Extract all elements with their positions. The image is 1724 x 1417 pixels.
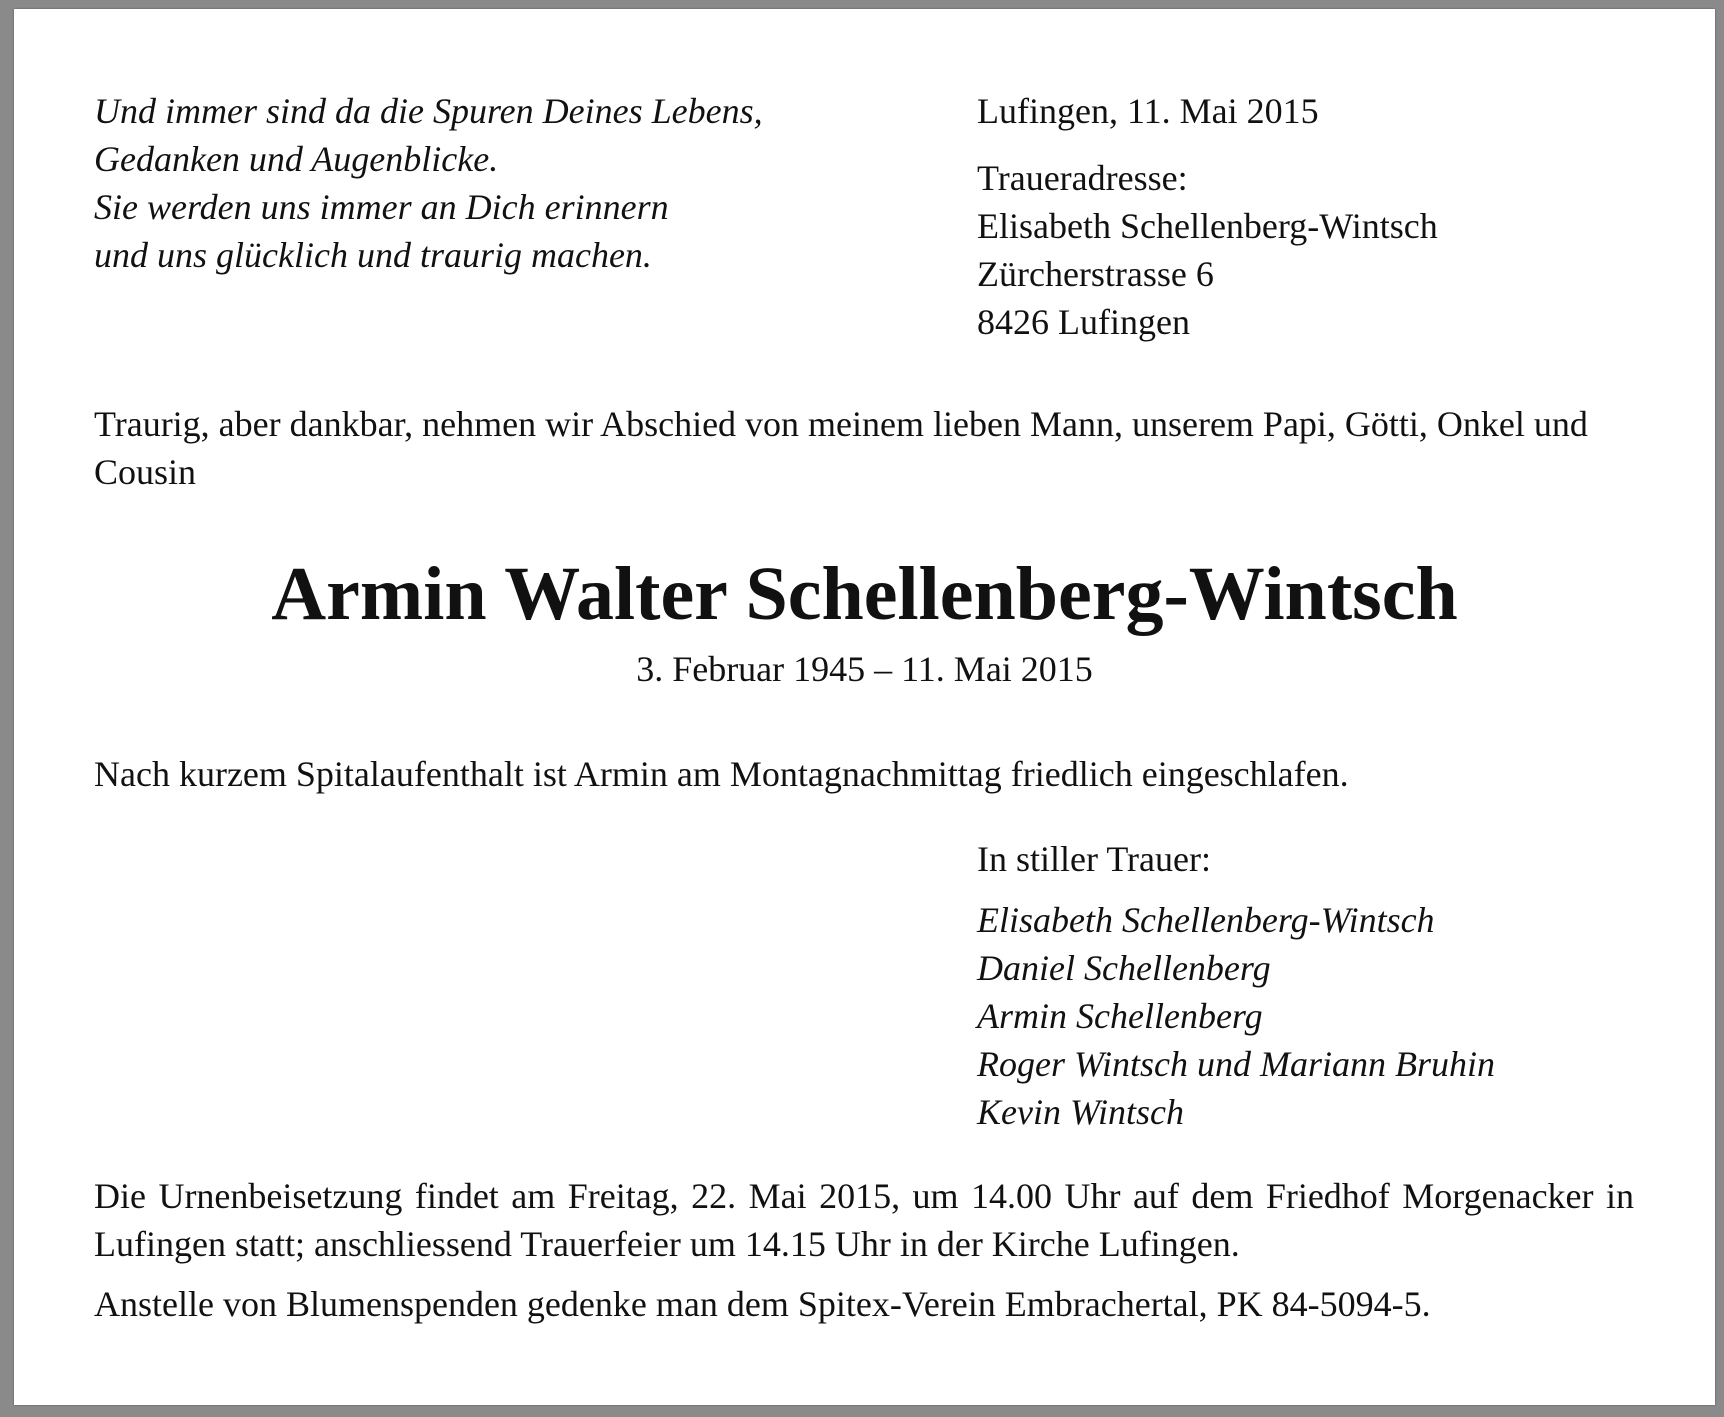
mourner-name: Elisabeth Schellenberg-Wintsch bbox=[977, 900, 1435, 940]
donation-info: Anstelle von Blumenspenden gedenke man dem Spitex-Verein Embrachertal, PK 84-5094-5. bbox=[94, 1284, 1431, 1324]
mourner-name: Kevin Wintsch bbox=[977, 1092, 1184, 1132]
mourner-name: Roger Wintsch und Mariann Bruhin bbox=[977, 1044, 1495, 1084]
mourner-name: Daniel Schellenberg bbox=[977, 948, 1271, 988]
poem-line: Und immer sind da die Spuren Deines Lebens, bbox=[94, 91, 763, 131]
poem-line: und uns glücklich und traurig machen. bbox=[94, 235, 652, 275]
passing-text: Nach kurzem Spitalaufenthalt ist Armin am Montagnachmittag friedlich eingeschlafen. bbox=[94, 754, 1349, 794]
place-and-date: Lufingen, 11. Mai 2015 bbox=[977, 91, 1319, 131]
memorial-poem bbox=[94, 87, 763, 279]
address-label: Traueradresse: bbox=[977, 158, 1188, 198]
address-line: 8426 Lufingen bbox=[977, 302, 1190, 342]
mourners-list bbox=[977, 896, 1495, 1136]
mourners-heading: In stiller Trauer: bbox=[977, 839, 1211, 879]
intro-text: Traurig, aber dankbar, nehmen wir Abschied von meinem lieben Mann, unserem Papi, Götti, Onkel und Cousin bbox=[94, 404, 1588, 492]
poem-line: Sie werden uns immer an Dich erinnern bbox=[94, 187, 669, 227]
obituary-notice bbox=[14, 9, 1715, 1405]
poem-line: Gedanken und Augenblicke. bbox=[94, 139, 499, 179]
mourner-name: Armin Schellenberg bbox=[977, 996, 1263, 1036]
deceased-name: Armin Walter Schellenberg-Wintsch bbox=[271, 552, 1458, 636]
mourners-block bbox=[977, 835, 1495, 1136]
header-info bbox=[977, 87, 1438, 346]
address-line: Zürcherstrasse 6 bbox=[977, 254, 1214, 294]
funeral-info: Die Urnenbeisetzung findet am Freitag, 22. Mai 2015, um 14.00 Uhr auf dem Friedhof Morgenacker in Lufingen statt; anschliessend Trauerfeier um 14.15 Uhr in der Kirche Lufingen. bbox=[94, 1176, 1634, 1264]
address-line: Elisabeth Schellenberg-Wintsch bbox=[977, 206, 1438, 246]
life-dates: 3. Februar 1945 – 11. Mai 2015 bbox=[636, 649, 1093, 689]
